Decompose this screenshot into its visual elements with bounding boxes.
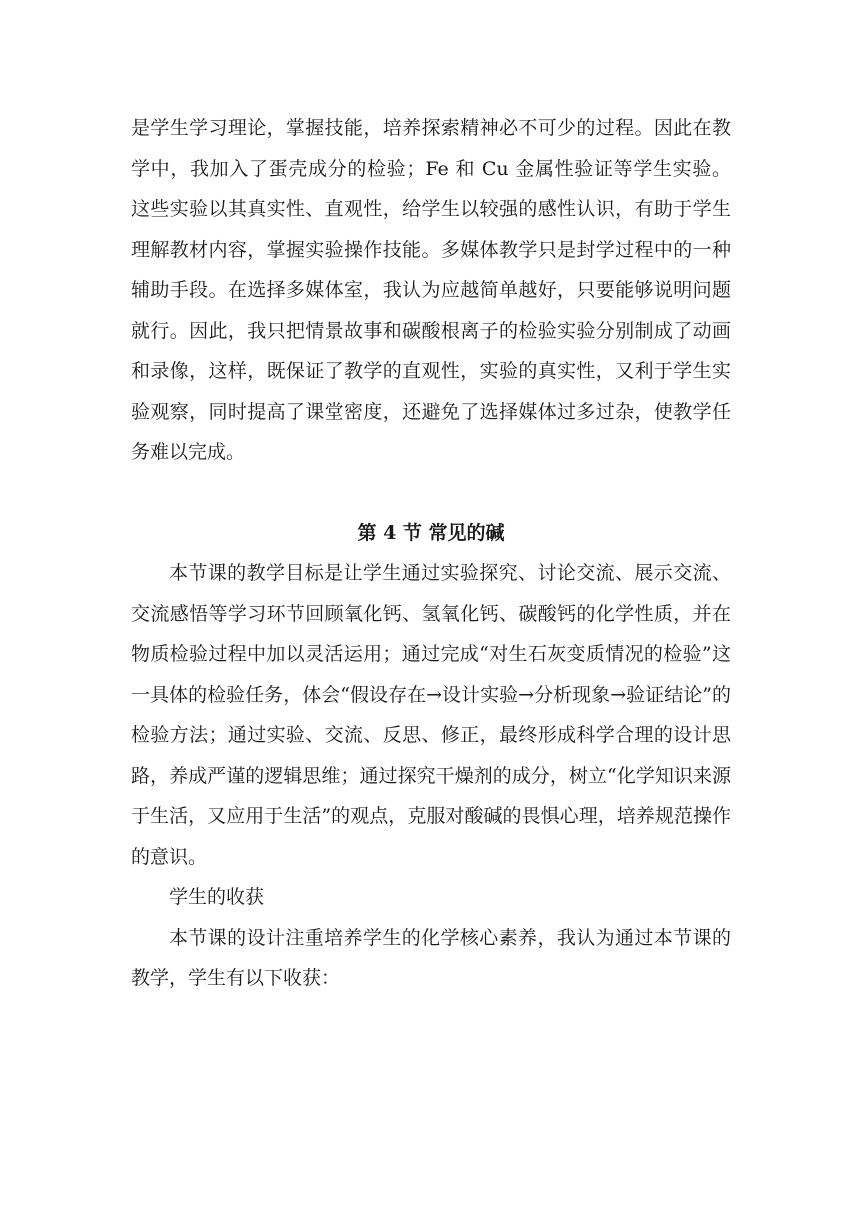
subheading-student-gains: 学生的收获: [169, 886, 265, 908]
section-heading: 第 4 节 常见的碱: [357, 521, 505, 544]
paragraph-continuation: 是学生学习理论，掌握技能，培养探索精神必不可少的过程。因此在教学中，我加入了蛋壳成分的检验；Fe 和 Cu 金属性验证等学生实验。这些实验以其真实性、直观性，给学生以较强的感性认识，有助于学生理解教材内容，掌握实验操作技能。多媒体教学只是封学过程中的一种辅助手段。在选择多媒体室，我认为应越简单越好，只要能够说明问题就行。因此，我只把情景故事和碳酸根离子的检验实验分别制成了动画和录像，这样，既保证了教学的直观性，实验的真实性，又利于学生实验观察，同时提高了课堂密度，还避免了选择媒体过多过杂，使教学任务难以完成。: [131, 117, 731, 463]
document-body: [131, 108, 731, 999]
paragraph-objectives: 本节课的教学目标是让学生通过实验探究、讨论交流、展示交流、交流感悟等学习环节回顾氧化钙、氢氧化钙、碳酸钙的化学性质，并在物质检验过程中加以灵活运用；通过完成“对生石灰变质情况的检验”这一具体的检验任务，体会“假设存在→设计实验→分析现象→验证结论”的检验方法；通过实验、交流、反思、修正，最终形成科学合理的设计思路，养成严谨的逻辑思维；通过探究干燥剂的成分，树立“化学知识来源于生活，又应用于生活”的观点，克服对酸碱的畏惧心理，培养规范操作的意识。: [131, 562, 731, 868]
paragraph-gains-intro: 本节课的设计注重培养学生的化学核心素养，我认为通过本节课的教学，学生有以下收获：: [131, 926, 731, 989]
